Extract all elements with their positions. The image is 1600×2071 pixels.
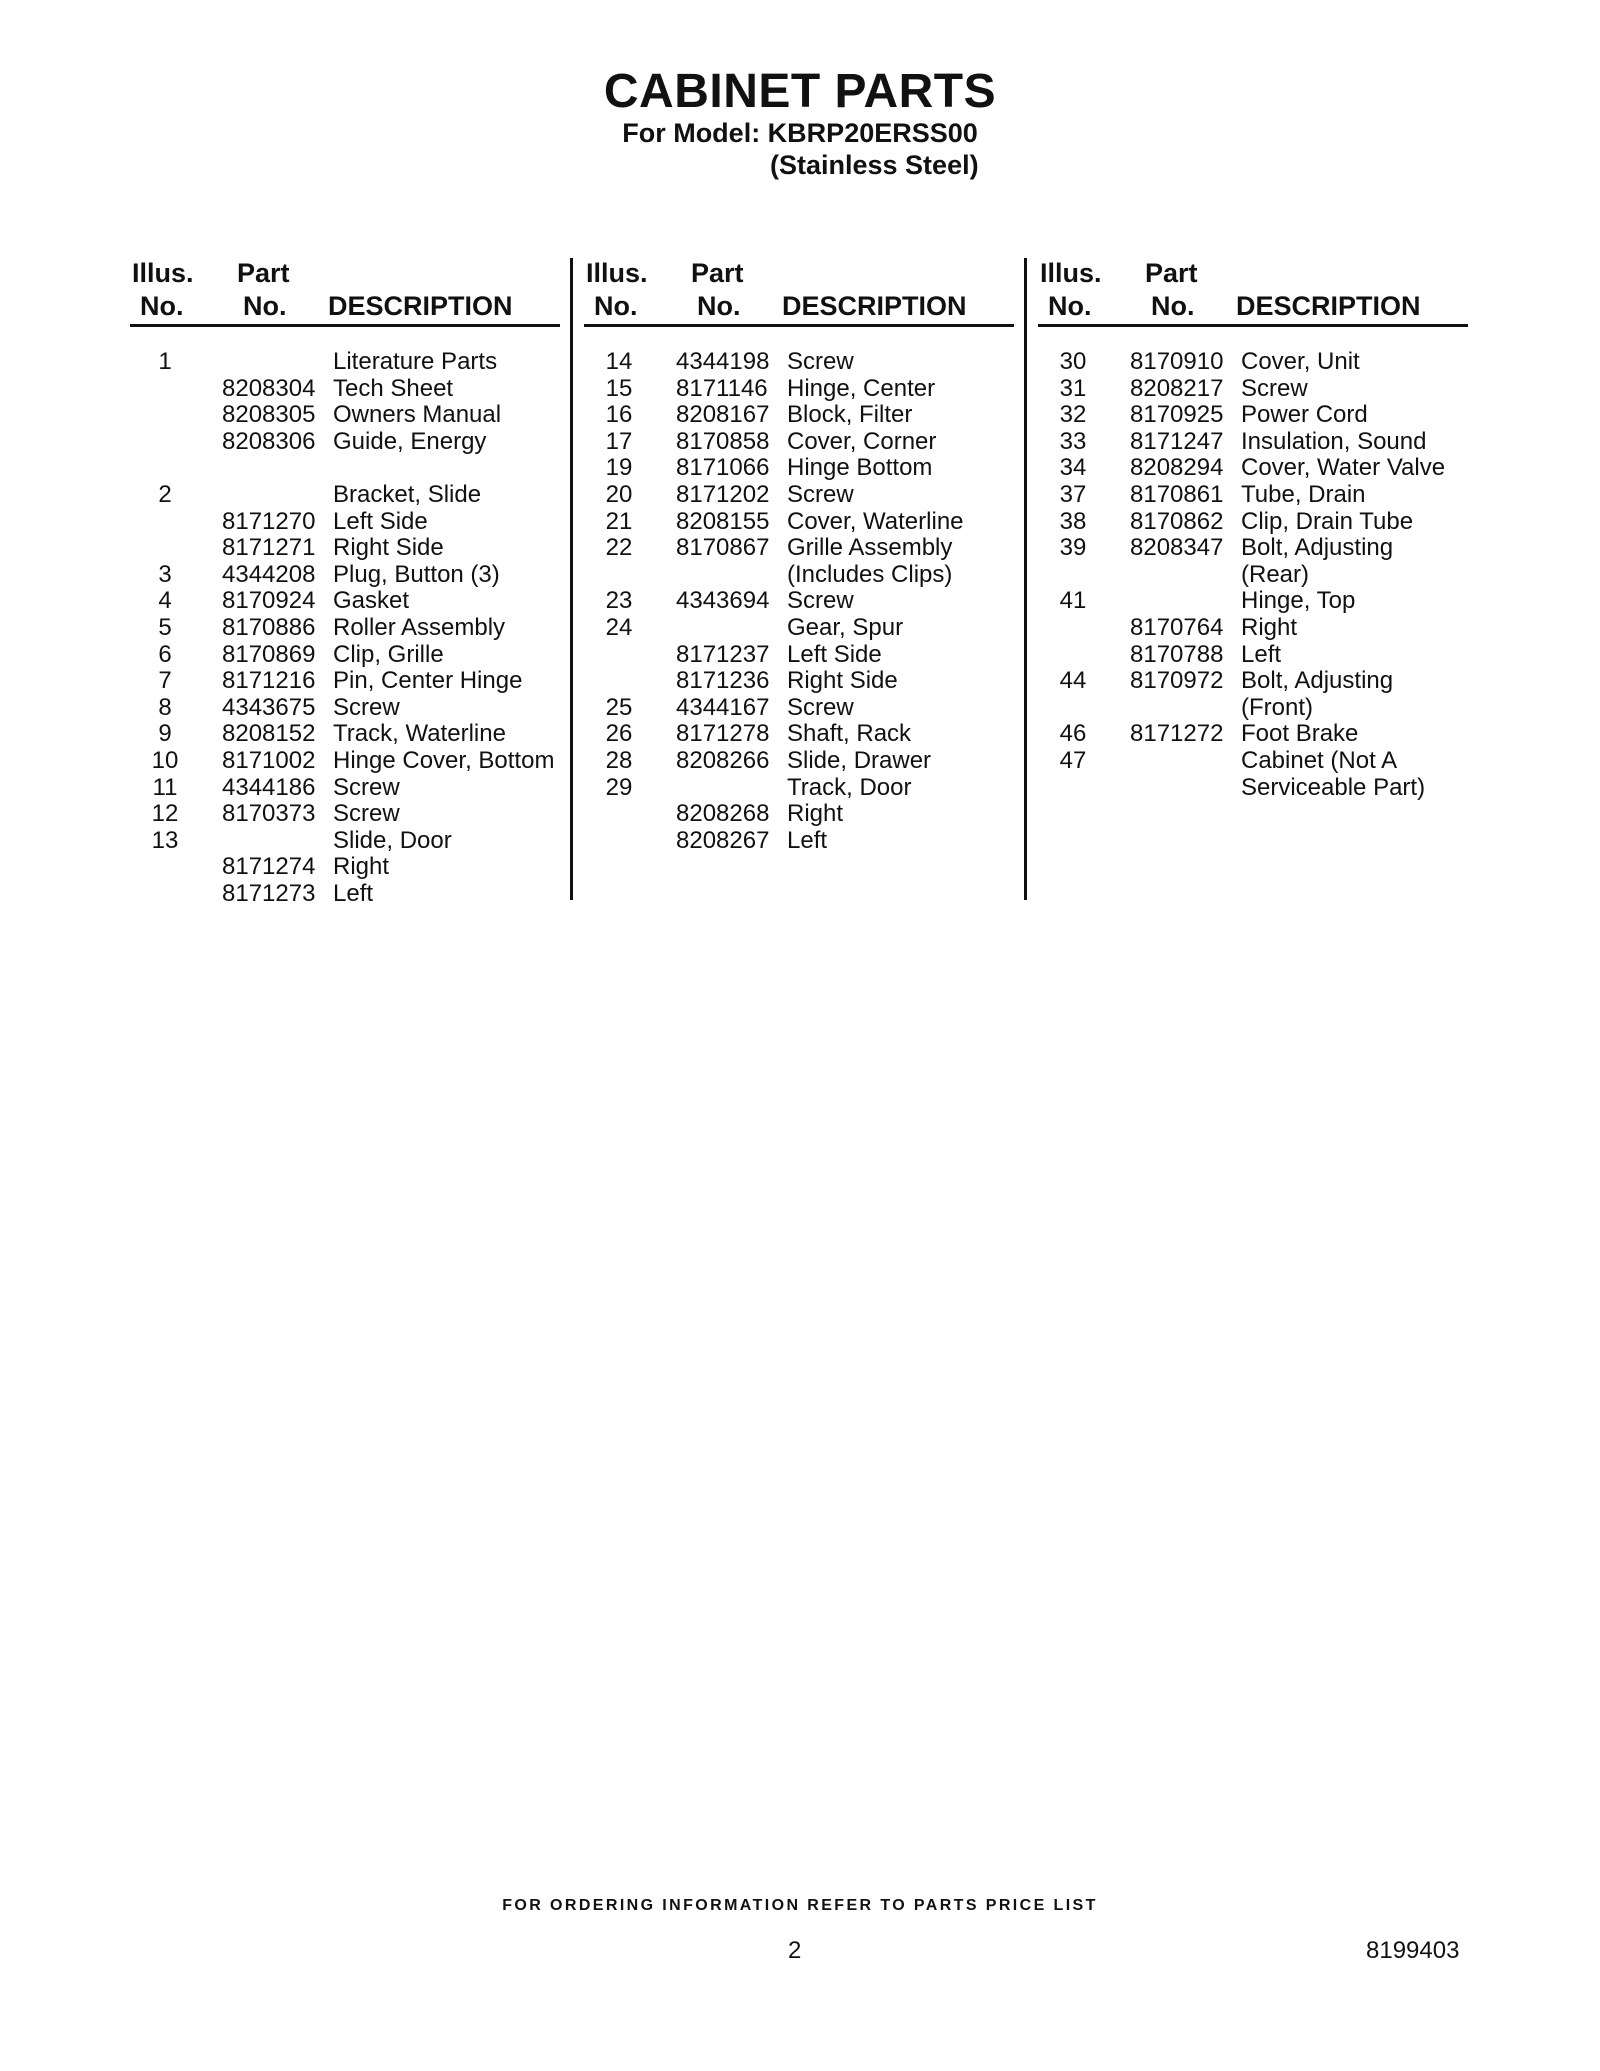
part-number: 8208217 bbox=[1130, 374, 1224, 402]
part-number: 8170373 bbox=[222, 800, 316, 828]
part-no-header: No. bbox=[1151, 291, 1195, 321]
part-number: 8171274 bbox=[222, 853, 316, 881]
table-row bbox=[1038, 535, 1468, 562]
table-row bbox=[1038, 349, 1468, 376]
part-no-header: No. bbox=[243, 291, 287, 321]
table-row bbox=[130, 854, 560, 881]
illus-number: 12 bbox=[151, 800, 179, 828]
part-description: Right Side bbox=[787, 667, 898, 695]
part-number: 8170869 bbox=[222, 640, 316, 668]
illus-number: 24 bbox=[605, 613, 633, 641]
table-row bbox=[584, 429, 1014, 456]
table-row bbox=[584, 615, 1014, 642]
illus-header: Illus. bbox=[132, 258, 194, 288]
part-number: 8208167 bbox=[676, 401, 770, 429]
part-number: 8208152 bbox=[222, 720, 316, 748]
table-row bbox=[130, 402, 560, 429]
table-row bbox=[1038, 695, 1468, 722]
illus-number: 7 bbox=[158, 667, 172, 695]
table-row bbox=[130, 615, 560, 642]
part-description: Right bbox=[1241, 613, 1298, 641]
part-description: Right bbox=[787, 800, 844, 828]
table-row bbox=[130, 721, 560, 748]
part-description: Cover, Waterline bbox=[787, 507, 964, 535]
table-row bbox=[130, 509, 560, 536]
table-row bbox=[584, 455, 1014, 482]
part-description: Cover, Corner bbox=[787, 427, 937, 455]
part-number: 4344167 bbox=[676, 693, 770, 721]
table-row bbox=[130, 748, 560, 775]
part-description: (Front) bbox=[1241, 693, 1313, 721]
table-row bbox=[584, 349, 1014, 376]
parts-column-1 bbox=[130, 258, 560, 907]
illus-number: 28 bbox=[605, 746, 633, 774]
part-number: 8170862 bbox=[1130, 507, 1224, 535]
table-row bbox=[1038, 482, 1468, 509]
part-number: 8171066 bbox=[676, 454, 770, 482]
table-row bbox=[130, 429, 560, 456]
table-row bbox=[1038, 588, 1468, 615]
part-number: 4344186 bbox=[222, 773, 316, 801]
part-number: 8171237 bbox=[676, 640, 770, 668]
part-description: Clip, Drain Tube bbox=[1241, 507, 1414, 535]
part-number: 8208155 bbox=[676, 507, 770, 535]
part-description: Power Cord bbox=[1241, 401, 1368, 429]
illus-number: 9 bbox=[158, 720, 172, 748]
parts-column-3 bbox=[1038, 258, 1468, 801]
part-description: Roller Assembly bbox=[333, 613, 506, 641]
part-number: 8171270 bbox=[222, 507, 316, 535]
part-header: Part bbox=[1145, 258, 1198, 288]
part-number: 8170972 bbox=[1130, 667, 1224, 695]
table-row bbox=[584, 535, 1014, 562]
document-number: 8199403 bbox=[1366, 1937, 1460, 1964]
illus-no-header: No. bbox=[594, 291, 638, 321]
illus-number: 2 bbox=[158, 480, 172, 508]
part-number: 8170886 bbox=[222, 613, 316, 641]
illus-number: 5 bbox=[158, 613, 172, 641]
table-row bbox=[584, 376, 1014, 403]
part-description: Screw bbox=[1241, 374, 1308, 402]
part-description: Block, Filter bbox=[787, 401, 913, 429]
illus-number: 30 bbox=[1059, 348, 1087, 375]
illus-number: 22 bbox=[605, 534, 633, 562]
part-description: Left Side bbox=[333, 507, 428, 535]
illus-number: 16 bbox=[605, 401, 633, 429]
part-description: Tech Sheet bbox=[333, 374, 454, 402]
table-row bbox=[1038, 748, 1468, 775]
table-row bbox=[584, 402, 1014, 429]
table-row bbox=[584, 668, 1014, 695]
part-number: 8171247 bbox=[1130, 427, 1224, 455]
illus-number: 23 bbox=[605, 587, 633, 615]
illus-number: 26 bbox=[605, 720, 633, 748]
part-number: 8208306 bbox=[222, 427, 316, 455]
part-description: Tube, Drain bbox=[1241, 480, 1366, 508]
part-description: Track, Door bbox=[787, 773, 912, 801]
illus-number: 6 bbox=[158, 640, 172, 668]
illus-number: 17 bbox=[605, 427, 633, 455]
part-number: 8170764 bbox=[1130, 613, 1224, 641]
page-number: 2 bbox=[788, 1937, 802, 1964]
table-row bbox=[584, 509, 1014, 536]
part-description: Gear, Spur bbox=[787, 613, 904, 641]
parts-list bbox=[130, 349, 560, 907]
table-row bbox=[130, 881, 560, 908]
part-description: Cabinet (Not A bbox=[1241, 746, 1398, 774]
column-header bbox=[1038, 258, 1468, 327]
part-number: 8171236 bbox=[676, 667, 770, 695]
illus-number: 1 bbox=[158, 348, 172, 375]
column-divider bbox=[570, 258, 573, 900]
part-description: Hinge Bottom bbox=[787, 454, 933, 482]
table-row bbox=[1038, 402, 1468, 429]
illus-number: 4 bbox=[158, 587, 172, 615]
table-row bbox=[1038, 615, 1468, 642]
illus-number: 13 bbox=[151, 826, 179, 854]
part-description: Bolt, Adjusting bbox=[1241, 534, 1394, 562]
table-row bbox=[584, 562, 1014, 589]
part-description: Grille Assembly bbox=[787, 534, 953, 562]
part-number: 4344208 bbox=[222, 560, 316, 588]
illus-number: 15 bbox=[605, 374, 633, 402]
part-description: Pin, Center Hinge bbox=[333, 667, 523, 695]
part-description: Clip, Grille bbox=[333, 640, 444, 668]
illus-number: 20 bbox=[605, 480, 633, 508]
part-description: Shaft, Rack bbox=[787, 720, 912, 748]
part-description: Serviceable Part) bbox=[1241, 773, 1426, 801]
table-row bbox=[130, 668, 560, 695]
table-row bbox=[584, 801, 1014, 828]
part-number: 8208304 bbox=[222, 374, 316, 402]
table-row bbox=[130, 455, 560, 482]
part-description: Screw bbox=[333, 693, 400, 721]
part-number: 8171272 bbox=[1130, 720, 1224, 748]
column-header bbox=[130, 258, 560, 327]
part-header: Part bbox=[691, 258, 744, 288]
part-number: 8208267 bbox=[676, 826, 770, 854]
part-description: Guide, Energy bbox=[333, 427, 487, 455]
part-number: 8208305 bbox=[222, 401, 316, 429]
illus-number: 47 bbox=[1059, 746, 1087, 774]
illus-number: 34 bbox=[1059, 454, 1087, 482]
part-number: 8208347 bbox=[1130, 534, 1224, 562]
parts-column-2 bbox=[584, 258, 1014, 854]
part-description: Left bbox=[333, 879, 374, 907]
part-number: 8170910 bbox=[1130, 348, 1224, 375]
table-row bbox=[130, 801, 560, 828]
part-description: Slide, Drawer bbox=[787, 746, 932, 774]
part-number: 8170867 bbox=[676, 534, 770, 562]
part-description: Bolt, Adjusting bbox=[1241, 667, 1394, 695]
table-row bbox=[1038, 668, 1468, 695]
table-row bbox=[1038, 775, 1468, 802]
part-description: Hinge, Top bbox=[1241, 587, 1356, 615]
table-row bbox=[130, 775, 560, 802]
part-description: Insulation, Sound bbox=[1241, 427, 1427, 455]
illus-number: 25 bbox=[605, 693, 633, 721]
table-row bbox=[584, 642, 1014, 669]
column-divider bbox=[1024, 258, 1027, 900]
part-description: Bracket, Slide bbox=[333, 480, 482, 508]
illus-number: 19 bbox=[605, 454, 633, 482]
illus-number: 3 bbox=[158, 560, 172, 588]
part-description: Right Side bbox=[333, 534, 444, 562]
part-description: (Rear) bbox=[1241, 560, 1310, 588]
table-row bbox=[1038, 376, 1468, 403]
table-row bbox=[130, 349, 560, 376]
part-description: Screw bbox=[787, 480, 854, 508]
part-number: 8208266 bbox=[676, 746, 770, 774]
table-row bbox=[1038, 642, 1468, 669]
description-header: DESCRIPTION bbox=[328, 291, 513, 321]
part-number: 8170861 bbox=[1130, 480, 1224, 508]
part-number: 8171202 bbox=[676, 480, 770, 508]
column-header bbox=[584, 258, 1014, 327]
illus-header: Illus. bbox=[1040, 258, 1102, 288]
part-description: Owners Manual bbox=[333, 401, 502, 429]
part-description: Screw bbox=[787, 348, 854, 375]
part-description: Cover, Unit bbox=[1241, 348, 1360, 375]
parts-list bbox=[584, 349, 1014, 854]
table-row bbox=[130, 562, 560, 589]
part-header: Part bbox=[237, 258, 290, 288]
part-description: Plug, Button (3) bbox=[333, 560, 500, 588]
illus-number: 44 bbox=[1059, 667, 1087, 695]
table-row bbox=[584, 695, 1014, 722]
ordering-note: FOR ORDERING INFORMATION REFER TO PARTS PRICE LIST bbox=[502, 1897, 1098, 1914]
part-description: Screw bbox=[333, 800, 400, 828]
part-number: 8208268 bbox=[676, 800, 770, 828]
part-number: 4343694 bbox=[676, 587, 770, 615]
illus-number: 46 bbox=[1059, 720, 1087, 748]
part-description: Hinge, Center bbox=[787, 374, 936, 402]
model-line: For Model: KBRP20ERSS00 bbox=[622, 118, 978, 148]
table-row bbox=[130, 482, 560, 509]
part-number: 8170924 bbox=[222, 587, 316, 615]
part-number: 4344198 bbox=[676, 348, 770, 375]
table-row bbox=[130, 828, 560, 855]
table-row bbox=[1038, 721, 1468, 748]
table-row bbox=[1038, 429, 1468, 456]
part-description: Screw bbox=[787, 587, 854, 615]
finish-line: (Stainless Steel) bbox=[770, 150, 979, 180]
part-description: Foot Brake bbox=[1241, 720, 1359, 748]
illus-no-header: No. bbox=[140, 291, 184, 321]
table-row bbox=[1038, 509, 1468, 536]
part-number: 8170858 bbox=[676, 427, 770, 455]
part-number: 8171278 bbox=[676, 720, 770, 748]
illus-number: 29 bbox=[605, 773, 633, 801]
part-description: (Includes Clips) bbox=[787, 560, 953, 588]
part-no-header: No. bbox=[697, 291, 741, 321]
table-row bbox=[584, 748, 1014, 775]
part-number: 8171216 bbox=[222, 667, 316, 695]
part-description: Slide, Door bbox=[333, 826, 452, 854]
table-row bbox=[584, 828, 1014, 855]
part-number: 4343675 bbox=[222, 693, 316, 721]
illus-number: 21 bbox=[605, 507, 633, 535]
table-row bbox=[130, 695, 560, 722]
illus-number: 8 bbox=[158, 693, 172, 721]
part-number: 8170925 bbox=[1130, 401, 1224, 429]
table-row bbox=[130, 535, 560, 562]
illus-number: 33 bbox=[1059, 427, 1087, 455]
part-description: Cover, Water Valve bbox=[1241, 454, 1446, 482]
illus-number: 10 bbox=[151, 746, 179, 774]
illus-number: 41 bbox=[1059, 587, 1087, 615]
description-header: DESCRIPTION bbox=[1236, 291, 1421, 321]
table-row bbox=[584, 588, 1014, 615]
illus-number: 31 bbox=[1059, 374, 1087, 402]
part-number: 8208294 bbox=[1130, 454, 1224, 482]
part-description: Right bbox=[333, 853, 390, 881]
part-description: Screw bbox=[333, 773, 400, 801]
part-description: Left Side bbox=[787, 640, 882, 668]
illus-number: 32 bbox=[1059, 401, 1087, 429]
table-row bbox=[130, 642, 560, 669]
illus-number: 14 bbox=[605, 348, 633, 375]
part-number: 8171271 bbox=[222, 534, 316, 562]
table-row bbox=[584, 721, 1014, 748]
part-description: Left bbox=[1241, 640, 1282, 668]
table-row bbox=[130, 376, 560, 403]
part-number: 8171002 bbox=[222, 746, 316, 774]
description-header: DESCRIPTION bbox=[782, 291, 967, 321]
part-description: Hinge Cover, Bottom bbox=[333, 746, 555, 774]
part-number: 8171273 bbox=[222, 879, 316, 907]
illus-number: 11 bbox=[152, 773, 178, 801]
illus-number: 38 bbox=[1059, 507, 1087, 535]
table-row bbox=[1038, 455, 1468, 482]
part-description: Left bbox=[787, 826, 828, 854]
table-row bbox=[1038, 562, 1468, 589]
part-description: Literature Parts bbox=[333, 348, 498, 375]
illus-number: 39 bbox=[1059, 534, 1087, 562]
part-number: 8170788 bbox=[1130, 640, 1224, 668]
parts-list bbox=[1038, 349, 1468, 801]
page-title: CABINET PARTS bbox=[603, 65, 997, 118]
illus-header: Illus. bbox=[586, 258, 648, 288]
part-description: Track, Waterline bbox=[333, 720, 506, 748]
illus-no-header: No. bbox=[1048, 291, 1092, 321]
part-number: 8171146 bbox=[676, 374, 768, 402]
part-description: Gasket bbox=[333, 587, 410, 615]
illus-number: 37 bbox=[1059, 480, 1087, 508]
table-row bbox=[130, 588, 560, 615]
table-row bbox=[584, 482, 1014, 509]
table-row bbox=[584, 775, 1014, 802]
part-description: Screw bbox=[787, 693, 854, 721]
